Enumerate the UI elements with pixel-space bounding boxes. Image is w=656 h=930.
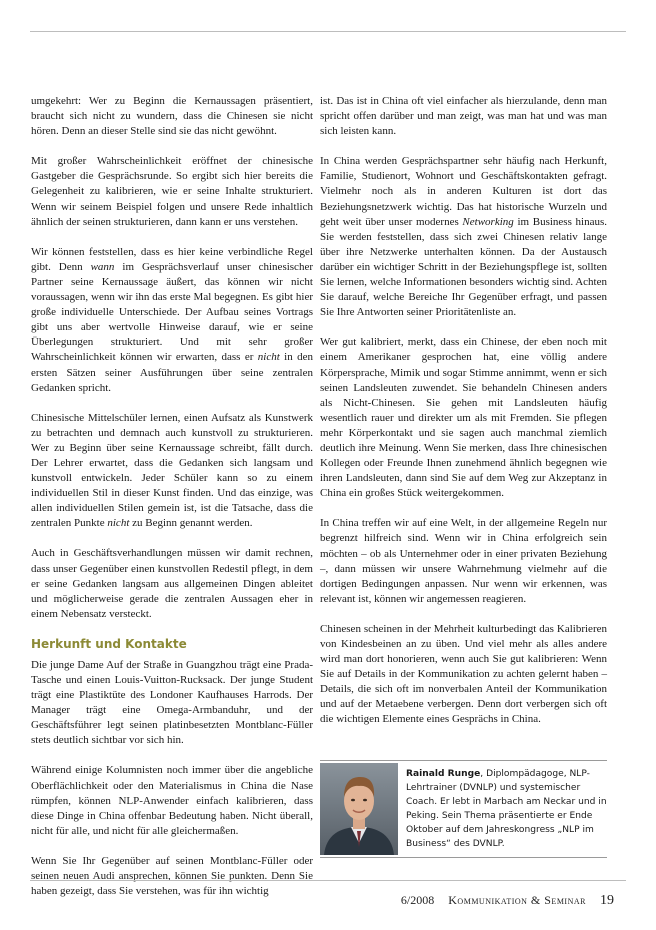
body-paragraph <box>31 854 313 899</box>
body-paragraph <box>31 658 313 749</box>
paragraph-text: Wir können feststellen, dass es hier keine verbindliche Regel gibt. Denn <box>31 245 313 273</box>
author-photo <box>320 763 398 855</box>
author-box <box>320 760 607 858</box>
left-column <box>31 94 313 914</box>
section-heading: Herkunft und Kontakte <box>31 636 187 651</box>
paragraph-text: im Gesprächsverlauf unser chinesischer Partner seine Kernaussage äußert, das können wir nicht voraussagen, wenn wir ihn das erste Mal begegnen. Es gibt hier große individuelle Unterschiede. Der Aufbau seines Vortrags gibt uns aber wertvolle Hinweise darauf, wie er seine Überlegungen strukturiert. Und mit sehr großer Wahrscheinlichkeit können wir erwarten, dass er <box>31 260 313 364</box>
body-paragraph <box>320 335 607 501</box>
author-description: , Diplompädagoge, NLP-Lehrtrainer (DVNLP) und systemischer Coach. Er lebt in Marbach am Neckar und in Peking. Sein Thema präsentierte er Ende Oktober auf dem Jahreskongress „NLP im Business“ des DVNLP. <box>406 769 607 849</box>
body-paragraph <box>320 94 607 139</box>
body-paragraph <box>320 516 607 607</box>
issue-label: 6/2008 <box>400 893 435 907</box>
body-paragraph <box>31 245 313 396</box>
top-rule <box>30 31 626 32</box>
paragraph-text: Wer gut kalibriert, merkt, dass ein Chinese, der eben noch mit einem Amerikaner gesprochen hat, eine völlig andere Körpersprache, Mimik und sogar Stimme annimmt, wenn er sich seinen Landsleuten zuwendet. Sie behandeln Chinesen anders als Nicht-Chinesen. Sie gehen mit Landsleuten häufig wesentlich rauer und direkter um als mit Fremden. Sie pflegen mehr Körperkontakt und sie sagen auch manchmal ziemlich deutlich ihre Meinung. Wenn Sie merken, dass Ihre chinesischen Kollegen oder Freunde Ihnen zunehmend ähnlich begegnen wie ihren Landsleuten, dann sind Sie auf dem Weg zur Akzeptanz in China ein großes Stück weitergekommen. <box>320 336 607 500</box>
paragraph-text: zu Beginn genannt werden. <box>129 517 253 530</box>
paragraph-text: Wenn Sie Ihr Gegenüber auf seinen Montblanc-Füller oder seinen neuen Audi ansprechen, können Sie punkten. Denn Sie haben gezeigt, dass Sie verstehen, was für ihn wichtig <box>31 854 313 898</box>
paragraph-text: Während einige Kolumnisten noch immer über die angebliche Oberflächlichkeit oder den Materialismus in China die Nase rümpfen, können NLP-Anwender einfach kalibrieren, dass diese Dinge in China offenbar Bedeutung haben. Nicht überall, nicht für alle, und nicht für alle gleichermaßen. <box>31 764 313 837</box>
author-portrait-image <box>320 763 398 855</box>
page-footer <box>401 893 614 909</box>
paragraph-text: Chinesen scheinen in der Mehrheit kulturbedingt das Kalibrieren von Kindesbeinen an zu üben. Und viel mehr als alles andere wird man dort honorieren, wenn auch Sie gut kalibrieren: Wenn Sie auf Details in der Kommunikation zu achten gelernt haben – Details, die sich oft im nonverbalen Anteil der Kommunikation und auf der Metaebene verbergen. Denn dort verbergen sich oft die wichtigen Elemente eines Gesprächs in China. <box>320 622 607 726</box>
emphasized-text: wann <box>90 260 115 273</box>
emphasized-text: nicht <box>107 517 130 530</box>
body-paragraph <box>320 154 607 320</box>
author-bio <box>406 767 607 851</box>
body-paragraph <box>320 622 607 728</box>
author-name: Rainald Runge <box>406 769 481 779</box>
emphasized-text: nicht <box>257 351 280 364</box>
paragraph-text: Die junge Dame <box>31 658 107 671</box>
paragraph-text: In China treffen wir auf eine Welt, in der allgemeine Regeln nur begrenzt hilfreich sind. Wenn wir in China erfolgreich sein möchten – ob als Unternehmer oder in einer privaten Beziehung –, dann müssen wir unsere Wahrnehmung vielmehr auf die dortigen Bedingungen anpassen. Nur wenn wir erkennen, was relevant ist, können wir angemessen reagieren. <box>320 517 607 605</box>
paragraph-text: im Business hinaus. Sie werden feststellen, dass sich zwei Chinesen relativ lange über ihre Netzwerke unterhalten können. Da der Austausch darüber ein wichtiger Schritt in der Beziehungspflege ist, sollten Sie lernen, welche Informationen besonders wichtig sind. Achten Sie darauf, welche Bereiche Ihr Gegenüber erfragt, und passen Sie Ihre Antworten seiner Prioritätenliste an. <box>320 215 608 319</box>
magazine-title: Kommunikation & Seminar <box>448 893 586 907</box>
paragraph-text: in den ersten Sätzen seiner Ausführungen über seine zentralen Gedanken spricht. <box>31 351 313 394</box>
body-paragraph <box>31 94 313 139</box>
paragraph-text: Auf der Straße in Guangzhou trägt eine Prada-Tasche und einen Louis-Vuitton-Rucksack. Der junge Student trägt eine Plastiktüte des Londoner Kaufhauses Harrods. Der Manager trägt eine Omega-Armbanduhr, und der Geschäftsführer legt seinen platinbesetzten Montblanc-Füller stets deutlich sichtbar vor sich hin. <box>31 658 313 747</box>
paragraph-text: ist. Das ist in China oft viel einfacher als hierzulande, denn man spricht offen darüber und man zeigt, was man hat und was man sich leisten kann. <box>320 95 607 138</box>
bottom-rule <box>30 880 626 881</box>
paragraph-text: In China werden Gesprächspartner sehr häufig nach Herkunft, Familie, Studienort, Wohnort und Geschäftskontakten gefragt. Vielmehr noch als in anderen Kulturen ist dort das Beziehungsnetzwerk wichtig. Das hat historische Wurzeln und geht weit über unser modernes <box>320 155 607 228</box>
right-column <box>320 94 607 743</box>
paragraph-text: Auch in Geschäftsverhandlungen müssen wir damit rechnen, dass unser Gegenüber einen kunstvollen Redestil pflegt, in dem er seine Gedanken langsam aus allgemeinen Dingen ableitet und möglicherweise gerade die zentralen Aussagen eher in einem Nebensatz versteckt. <box>31 547 313 620</box>
body-paragraph <box>31 546 313 621</box>
paragraph-text: umgekehrt: Wer zu Beginn die Kernaussagen präsentiert, braucht sich nicht zu wundern, dass die Chinesen sie nicht hören. Denn an dieser Stelle sind sie das nicht gewöhnt. <box>31 95 313 138</box>
emphasized-text: Networking <box>462 215 514 228</box>
page-number: 19 <box>600 893 614 908</box>
body-paragraph <box>31 411 313 532</box>
body-paragraph <box>31 763 313 838</box>
body-paragraph <box>31 154 313 229</box>
paragraph-text: Mit großer Wahrscheinlichkeit eröffnet der chinesische Gastgeber die Gesprächsrunde. So ergibt sich hier bereits die Gelegenheit zu kalibrieren, wie er seine Inhalte strukturiert. Wenn wir seinem Beispiel folgen und unsere Rede inhaltlich ähnlich der seinen strukturieren, dann kann er uns verstehen. <box>31 155 313 228</box>
paragraph-text: Chinesische Mittelschüler lernen, einen Aufsatz als Kunstwerk zu betrachten und demnach auch kunstvoll zu strukturieren. Wer zu Beginn über seine Kernaussage schreibt, fällt durch. Der Lehrer erwartet, dass die Gedanken sich langsam und kunstvoll entwickeln. Jeder Schüler kann so zu einem individuellen Stil in dieser Kunst finden. Und das einzige, was allen individuellen Stilen gemein ist, ist die Tatsache, dass die zentralen Punkte <box>31 411 313 530</box>
